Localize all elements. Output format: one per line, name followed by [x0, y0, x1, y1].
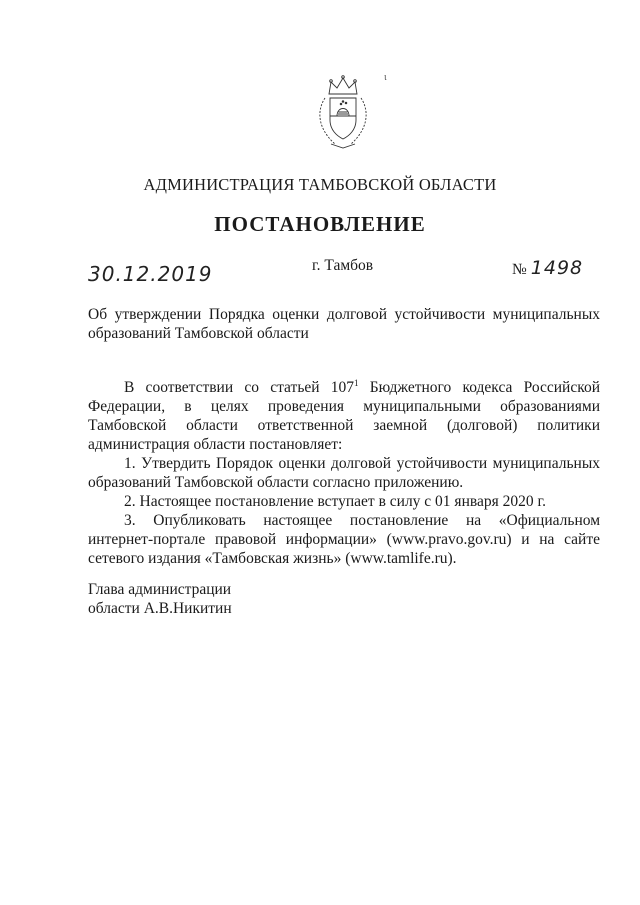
- number-value: 1498: [530, 257, 584, 279]
- resolution-item-3: 3. Опубликовать настоящее постановление на «Официальном интернет-портале правовой информации» (www.pravo.gov.ru) и на сайте сетевого издания «Тамбовская жизнь» (www.tamlife.ru).: [88, 512, 600, 568]
- preamble-end: Бюджетного кодекса Российской Федерации, в целях проведения муниципальными образованиями Тамбовской области ответственной заемной (долговой) политики администрация области постановляет:: [88, 379, 600, 454]
- article-superscript: 1: [354, 378, 359, 388]
- preamble-start: В соответствии со статьей 107: [124, 379, 355, 397]
- document-date: 30.12.2019: [88, 262, 213, 286]
- document-body: [88, 374, 600, 568]
- preamble-paragraph: [88, 374, 600, 454]
- coat-of-arms-icon: [313, 74, 373, 150]
- resolution-item-1: 1. Утвердить Порядок оценки долговой устойчивости муниципальных образований Тамбовской области согласно приложению.: [88, 455, 600, 492]
- document-number: [512, 257, 583, 279]
- authority-name: АДМИНИСТРАЦИЯ ТАМБОВСКОЙ ОБЛАСТИ: [143, 175, 497, 194]
- document-city: г. Тамбов: [312, 257, 374, 274]
- number-prefix: №: [512, 261, 527, 278]
- margin-mark: ι: [384, 72, 387, 83]
- signature-block: [88, 580, 232, 618]
- document-subject: Об утверждении Порядка оценки долговой устойчивости муниципальных образований Тамбовской области: [88, 306, 600, 342]
- document-type: ПОСТАНОВЛЕНИЕ: [214, 212, 426, 236]
- signature-line-1: Глава администрации: [88, 581, 232, 598]
- signature-line-2: области А.В.Никитин: [88, 600, 232, 617]
- resolution-item-2: 2. Настоящее постановление вступает в силу с 01 января 2020 г.: [124, 493, 546, 511]
